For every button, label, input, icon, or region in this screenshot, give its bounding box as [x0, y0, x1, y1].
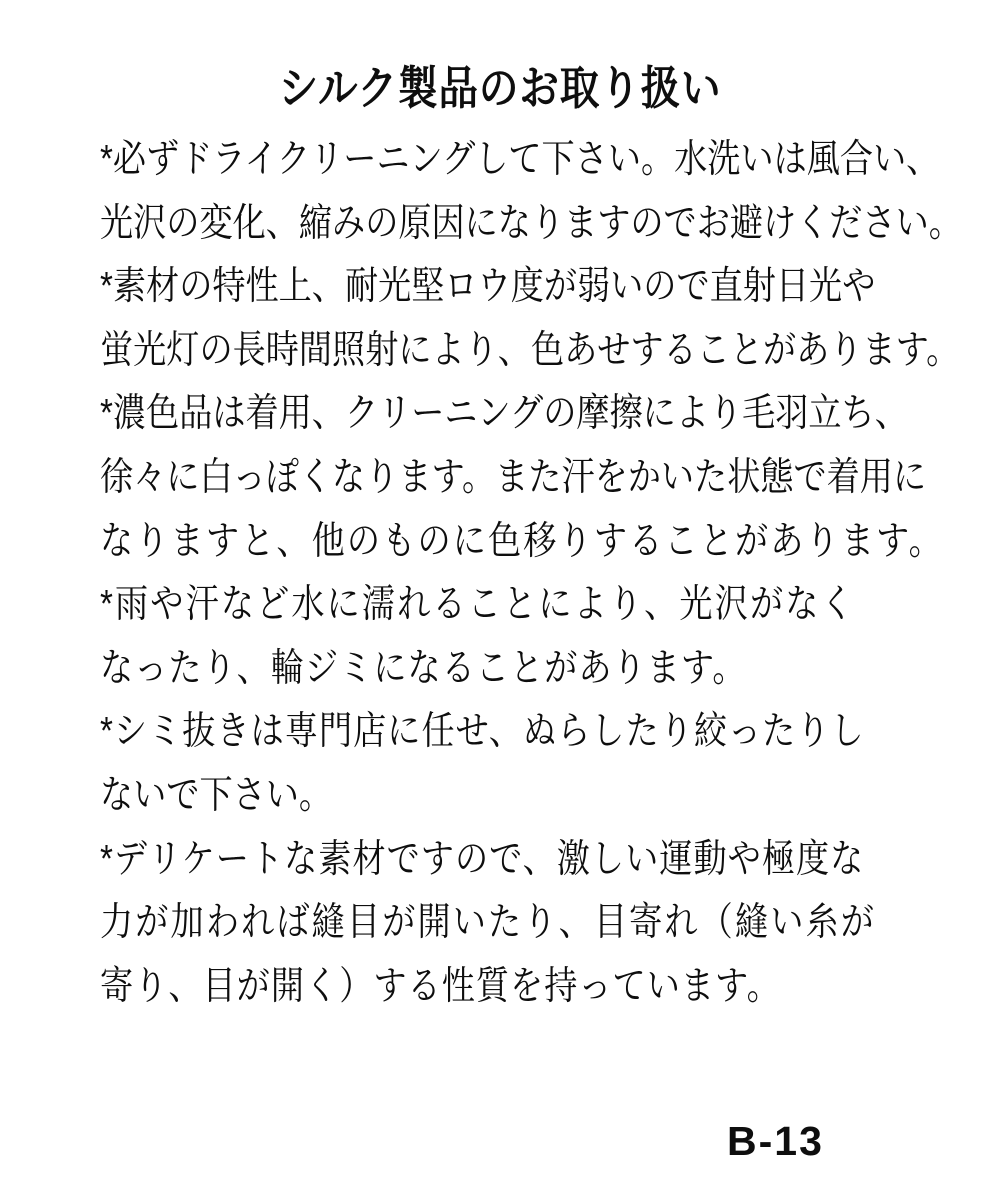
- body-line-4: 蛍光灯の長時間照射により、色あせすることがあります。: [100, 328, 960, 372]
- body-line-11: ないで下さい。: [100, 773, 333, 817]
- document-body: [100, 128, 960, 1018]
- body-line-9: なったり、輪ジミになることがあります。: [100, 646, 747, 690]
- body-line-13: 力が加われば縫目が開いたり、目寄れ（縫い糸が: [100, 901, 877, 945]
- body-line-1: *必ずドライクリーニングして下さい。水洗いは風合い、: [100, 138, 940, 181]
- document-title: シルク製品のお取り扱い: [278, 62, 722, 114]
- body-line-12: *デリケートな素材ですので、激しい運動や極度な: [100, 837, 865, 881]
- body-line-7: なりますと、他のものに色移りすることがあります。: [100, 519, 944, 563]
- body-line-10: *シミ抜きは専門店に任せ、ぬらしたり絞ったりし: [100, 710, 865, 754]
- body-line-8: *雨や汗など水に濡れることにより、光沢がなく: [100, 583, 856, 627]
- body-line-5: *濃色品は着用、クリーニングの摩擦により毛羽立ち、: [100, 392, 908, 436]
- body-line-14: 寄り、目が開く）する性質を持っています。: [100, 964, 781, 1008]
- body-line-6: 徐々に白っぽくなります。また汗をかいた状態で着用に: [100, 455, 927, 499]
- body-line-2: 光沢の変化、縮みの原因になりますのでお避けください。: [100, 201, 962, 245]
- page-number-label: B-13: [727, 1118, 824, 1164]
- body-line-3: *素材の特性上、耐光堅ロウ度が弱いので直射日光や: [100, 265, 876, 309]
